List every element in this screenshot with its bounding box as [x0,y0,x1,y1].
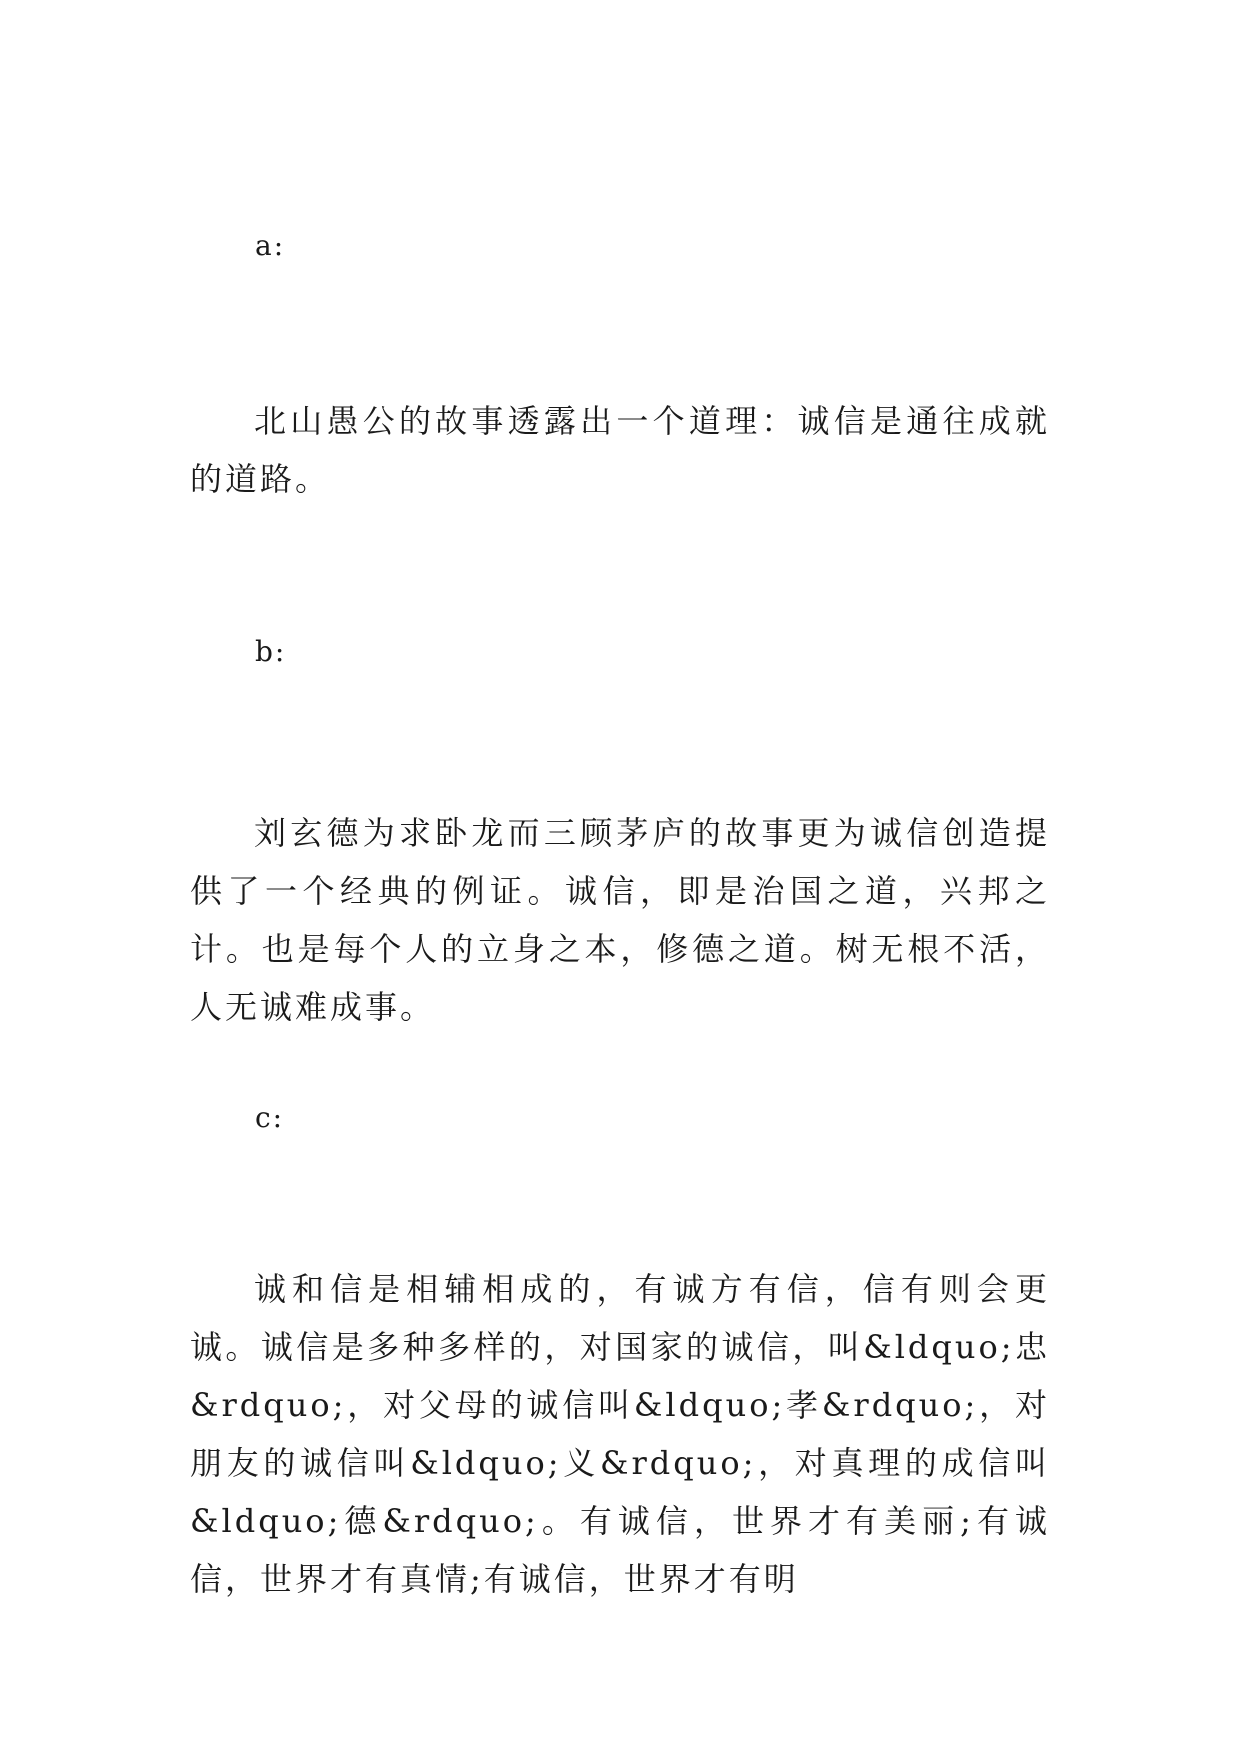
section-paragraph-b: 刘玄德为求卧龙而三顾茅庐的故事更为诚信创造提供了一个经典的例证。诚信，即是治国之道，兴邦之计。也是每个人的立身之本，修德之道。树无根不活，人无诚难成事。 [190,814,1050,1026]
section-label-b: b: [255,635,287,668]
section-paragraph-c: 诚和信是相辅相成的，有诚方有信，信有则会更诚。诚信是多种多样的，对国家的诚信，叫&ldquo;忠&rdquo;，对父母的诚信叫&ldquo;孝&rdquo;，对朋友的诚信叫&ldquo;义&rdquo;，对真理的成信叫&ldquo;德&rdquo;。有诚信，世界才有美丽;有诚信，世界才有真情;有诚信，世界才有明 [190,1270,1050,1598]
section-label-c: c: [255,1101,285,1134]
section-paragraph-a: 北山愚公的故事透露出一个道理：诚信是通往成就的道路。 [190,402,1050,498]
section-label-a: a: [255,229,286,262]
